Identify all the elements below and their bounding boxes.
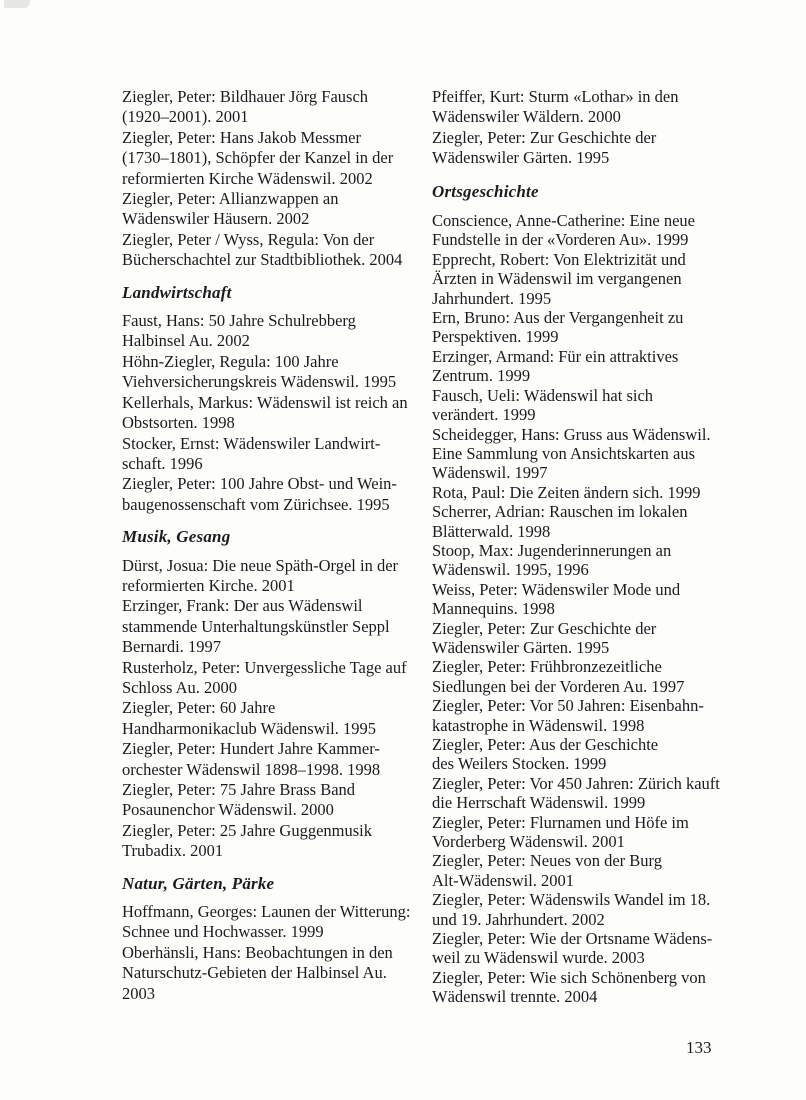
entry-line: Ziegler, Peter: Wie sich Schönenberg von <box>432 967 706 987</box>
bibliography-entry <box>122 474 422 515</box>
entry-line: Dürst, Josua: Die neue Späth-Orgel in der <box>122 555 399 575</box>
entry-line: Wädenswiler Gärten. 1995 <box>432 637 610 657</box>
bibliography-entry <box>432 386 762 425</box>
entry-line: (1920–2001). 2001 <box>122 107 249 127</box>
bibliography-entry <box>122 434 422 475</box>
entry-line: Höhn-Ziegler, Regula: 100 Jahre <box>122 351 339 371</box>
entry-line: Oberhänsli, Hans: Beobachtungen in den <box>122 942 393 962</box>
entry-line: Alt-Wädenswil. 2001 <box>432 870 575 890</box>
bibliography-entry <box>122 780 422 821</box>
entry-line: Ziegler, Peter: Wädenswils Wandel im 18. <box>432 890 711 910</box>
bibliography-entry <box>432 502 762 541</box>
entry-line: Hoffmann, Georges: Launen der Witterung: <box>122 902 411 922</box>
bibliography-entry <box>122 393 422 434</box>
entry-line: Jahrhundert. 1995 <box>432 288 552 308</box>
bibliography-entry <box>122 311 422 352</box>
bibliography-entry <box>122 189 422 230</box>
entry-line: Ziegler, Peter: Neues von der Burg <box>432 851 662 871</box>
entry-line: Mannequins. 1998 <box>432 599 555 619</box>
entry-line: Ziegler, Peter: Flurnamen und Höfe im <box>432 812 689 832</box>
entry-line: Scherrer, Adrian: Rauschen im lokalen <box>432 502 688 522</box>
entry-line: Ziegler, Peter: Vor 450 Jahren: Zürich kauft <box>432 773 720 793</box>
bibliography-entry <box>432 347 762 386</box>
entry-line: des Weilers Stocken. 1999 <box>432 754 607 774</box>
entry-line: Ern, Bruno: Aus der Vergangenheit zu <box>432 308 684 328</box>
bibliography-section <box>432 87 762 169</box>
entry-line: Posaunenchor Wädenswil. 2000 <box>122 800 334 820</box>
bibliography-entry <box>122 739 422 780</box>
entry-line: Ziegler, Peter: Hundert Jahre Kammer- <box>122 739 380 759</box>
entry-line: Handharmonikaclub Wädenswil. 1995 <box>122 718 377 738</box>
bibliography-entry <box>432 211 762 250</box>
bibliography-entry <box>432 851 762 890</box>
entry-line: Scheidegger, Hans: Gruss aus Wädenswil. <box>432 424 711 444</box>
entry-line: Perspektiven. 1999 <box>432 327 559 347</box>
bibliography-section <box>432 182 762 1007</box>
entry-line: orchester Wädenswil 1898–1998. 1998 <box>122 759 381 779</box>
bibliography-section <box>122 283 422 515</box>
entry-line: die Herrschaft Wädenswil. 1999 <box>432 793 646 813</box>
scan-artifact <box>4 0 30 8</box>
bibliography-entry <box>432 735 762 774</box>
entry-line: Bernardi. 1997 <box>122 637 221 657</box>
entry-line: Faust, Hans: 50 Jahre Schulrebberg <box>122 311 356 331</box>
entry-line: Ziegler, Peter: Zur Geschichte der <box>432 618 657 638</box>
entry-line: Ziegler, Peter / Wyss, Regula: Von der <box>122 229 375 249</box>
bibliography-entry <box>122 128 422 189</box>
entry-line: Ziegler, Peter: Allianzwappen an <box>122 189 339 209</box>
entry-line: Pfeiffer, Kurt: Sturm «Lothar» in den <box>432 87 679 106</box>
section-heading: Musik, Gesang <box>122 527 231 547</box>
entry-line: Ziegler, Peter: Aus der Geschichte <box>432 735 659 754</box>
bibliography-entry <box>432 580 762 619</box>
entry-line: Ziegler, Peter: 75 Jahre Brass Band <box>122 780 356 799</box>
bibliography-entry <box>432 425 762 483</box>
bibliography-entry <box>122 943 422 1004</box>
entry-line: Ziegler, Peter: Frühbronzezeitliche <box>432 657 662 677</box>
entry-line: Zentrum. 1999 <box>432 366 531 386</box>
bibliography-entry <box>432 929 762 968</box>
entry-line: Ziegler, Peter: 100 Jahre Obst- und Wein- <box>122 474 397 494</box>
entry-line: Stoop, Max: Jugenderinnerungen an <box>432 540 672 560</box>
entry-line: Wädenswiler Gärten. 1995 <box>432 148 610 168</box>
entry-line: Erzinger, Frank: Der aus Wädenswil <box>122 596 363 616</box>
bibliography-section <box>122 527 422 862</box>
entry-line: Bücherschachtel zur Stadtbibliothek. 2004 <box>122 250 403 270</box>
bibliography-entry <box>432 483 762 502</box>
section-heading: Ortsgeschichte <box>432 181 539 201</box>
entry-line: Vorderberg Wädenswil. 2001 <box>432 832 625 852</box>
bibliography-section <box>122 874 422 1004</box>
bibliography-entry <box>432 890 762 929</box>
entry-line: (1730–1801), Schöpfer der Kanzel in der <box>122 148 394 168</box>
entry-line: Ziegler, Peter: Zur Geschichte der <box>432 127 657 147</box>
bibliography-entry <box>432 308 762 347</box>
entry-line: Rusterholz, Peter: Unvergessliche Tage auf <box>122 657 407 677</box>
bibliography-entry <box>432 696 762 735</box>
bibliography-entry <box>432 774 762 813</box>
entry-line: Fundstelle in der «Vorderen Au». 1999 <box>432 230 689 250</box>
entry-line: Ziegler, Peter: 25 Jahre Guggenmusik <box>122 820 372 840</box>
entry-line: und 19. Jahrhundert. 2002 <box>432 909 605 929</box>
bibliography-entry <box>122 352 422 393</box>
entry-line: Wädenswiler Häusern. 2002 <box>122 209 310 229</box>
entry-line: Conscience, Anne-Catherine: Eine neue <box>432 211 695 231</box>
entry-line: Rota, Paul: Die Zeiten ändern sich. 1999 <box>432 482 701 502</box>
entry-line: reformierten Kirche. 2001 <box>122 575 295 595</box>
entry-line: Weiss, Peter: Wädenswiler Mode und <box>432 579 681 599</box>
bibliography-entry <box>122 821 422 862</box>
entry-line: Wädenswil. 1997 <box>432 463 548 483</box>
section-heading: Landwirtschaft <box>122 282 232 302</box>
bibliography-entry <box>122 596 422 657</box>
entry-line: Epprecht, Robert: Von Elektrizität und <box>432 249 686 269</box>
entry-line: Siedlungen bei der Vorderen Au. 1997 <box>432 676 685 696</box>
left-column <box>122 87 422 1004</box>
entry-line: Fausch, Ueli: Wädenswil hat sich <box>432 385 654 405</box>
entry-line: Ziegler, Peter: Bildhauer Jörg Fausch <box>122 87 369 106</box>
entry-line: Ärzten in Wädenswil im vergangenen <box>432 269 682 289</box>
bibliography-entry <box>122 698 422 739</box>
entry-line: Trubadix. 2001 <box>122 841 224 861</box>
entry-line: Ziegler, Peter: 60 Jahre <box>122 698 276 718</box>
entry-line: Eine Sammlung von Ansichtskarten aus <box>432 443 696 463</box>
entry-line: Obstsorten. 1998 <box>122 413 235 433</box>
entry-line: Ziegler, Peter: Hans Jakob Messmer <box>122 127 361 147</box>
entry-line: weil zu Wädenswil wurde. 2003 <box>432 948 645 968</box>
entry-line: reformierten Kirche Wädenswil. 2002 <box>122 168 373 188</box>
entry-line: verändert. 1999 <box>432 405 536 425</box>
bibliography-entry <box>432 657 762 696</box>
entry-line: Wädenswiler Wäldern. 2000 <box>432 107 621 127</box>
entry-line: Stocker, Ernst: Wädenswiler Landwirt- <box>122 433 381 453</box>
entry-line: Naturschutz-Gebieten der Halbinsel Au. <box>122 963 387 983</box>
entry-line: Wädenswil. 1995, 1996 <box>432 560 589 580</box>
entry-line: Blätterwald. 1998 <box>432 521 551 541</box>
bibliography-section <box>122 87 422 271</box>
bibliography-entry <box>432 619 762 658</box>
entry-line: stammende Unterhaltungskünstler Seppl <box>122 616 390 636</box>
entry-line: baugenossenschaft vom Zürichsee. 1995 <box>122 494 390 514</box>
entry-line: Kellerhals, Markus: Wädenswil ist reich an <box>122 392 408 412</box>
bibliography-entry <box>432 541 762 580</box>
entry-line: Viehversicherungskreis Wädenswil. 1995 <box>122 372 397 392</box>
bibliography-entry <box>122 230 422 271</box>
bibliography-entry <box>432 128 762 169</box>
bibliography-entry <box>432 968 762 1007</box>
right-column <box>432 87 762 1007</box>
entry-line: Erzinger, Armand: Für ein attraktives <box>432 346 679 366</box>
bibliography-entry <box>122 902 422 943</box>
bibliography-entry <box>122 556 422 597</box>
bibliography-entry <box>122 658 422 699</box>
entry-line: 2003 <box>122 983 155 1003</box>
entry-line: Schloss Au. 2000 <box>122 677 238 697</box>
bibliography-entry <box>122 87 422 128</box>
entry-line: Schnee und Hochwasser. 1999 <box>122 922 324 942</box>
bibliography-entry <box>432 87 762 128</box>
entry-line: Ziegler, Peter: Vor 50 Jahren: Eisenbahn- <box>432 696 704 716</box>
entry-line: schaft. 1996 <box>122 453 203 473</box>
bibliography-entry <box>432 250 762 308</box>
entry-line: Wädenswil trennte. 2004 <box>432 987 598 1007</box>
page-number: 133 <box>686 1038 712 1057</box>
entry-line: Ziegler, Peter: Wie der Ortsname Wädens- <box>432 929 713 949</box>
bibliography-entry <box>432 813 762 852</box>
section-heading: Natur, Gärten, Pärke <box>122 873 275 893</box>
entry-line: katastrophe in Wädenswil. 1998 <box>432 715 645 735</box>
entry-line: Halbinsel Au. 2002 <box>122 331 250 351</box>
